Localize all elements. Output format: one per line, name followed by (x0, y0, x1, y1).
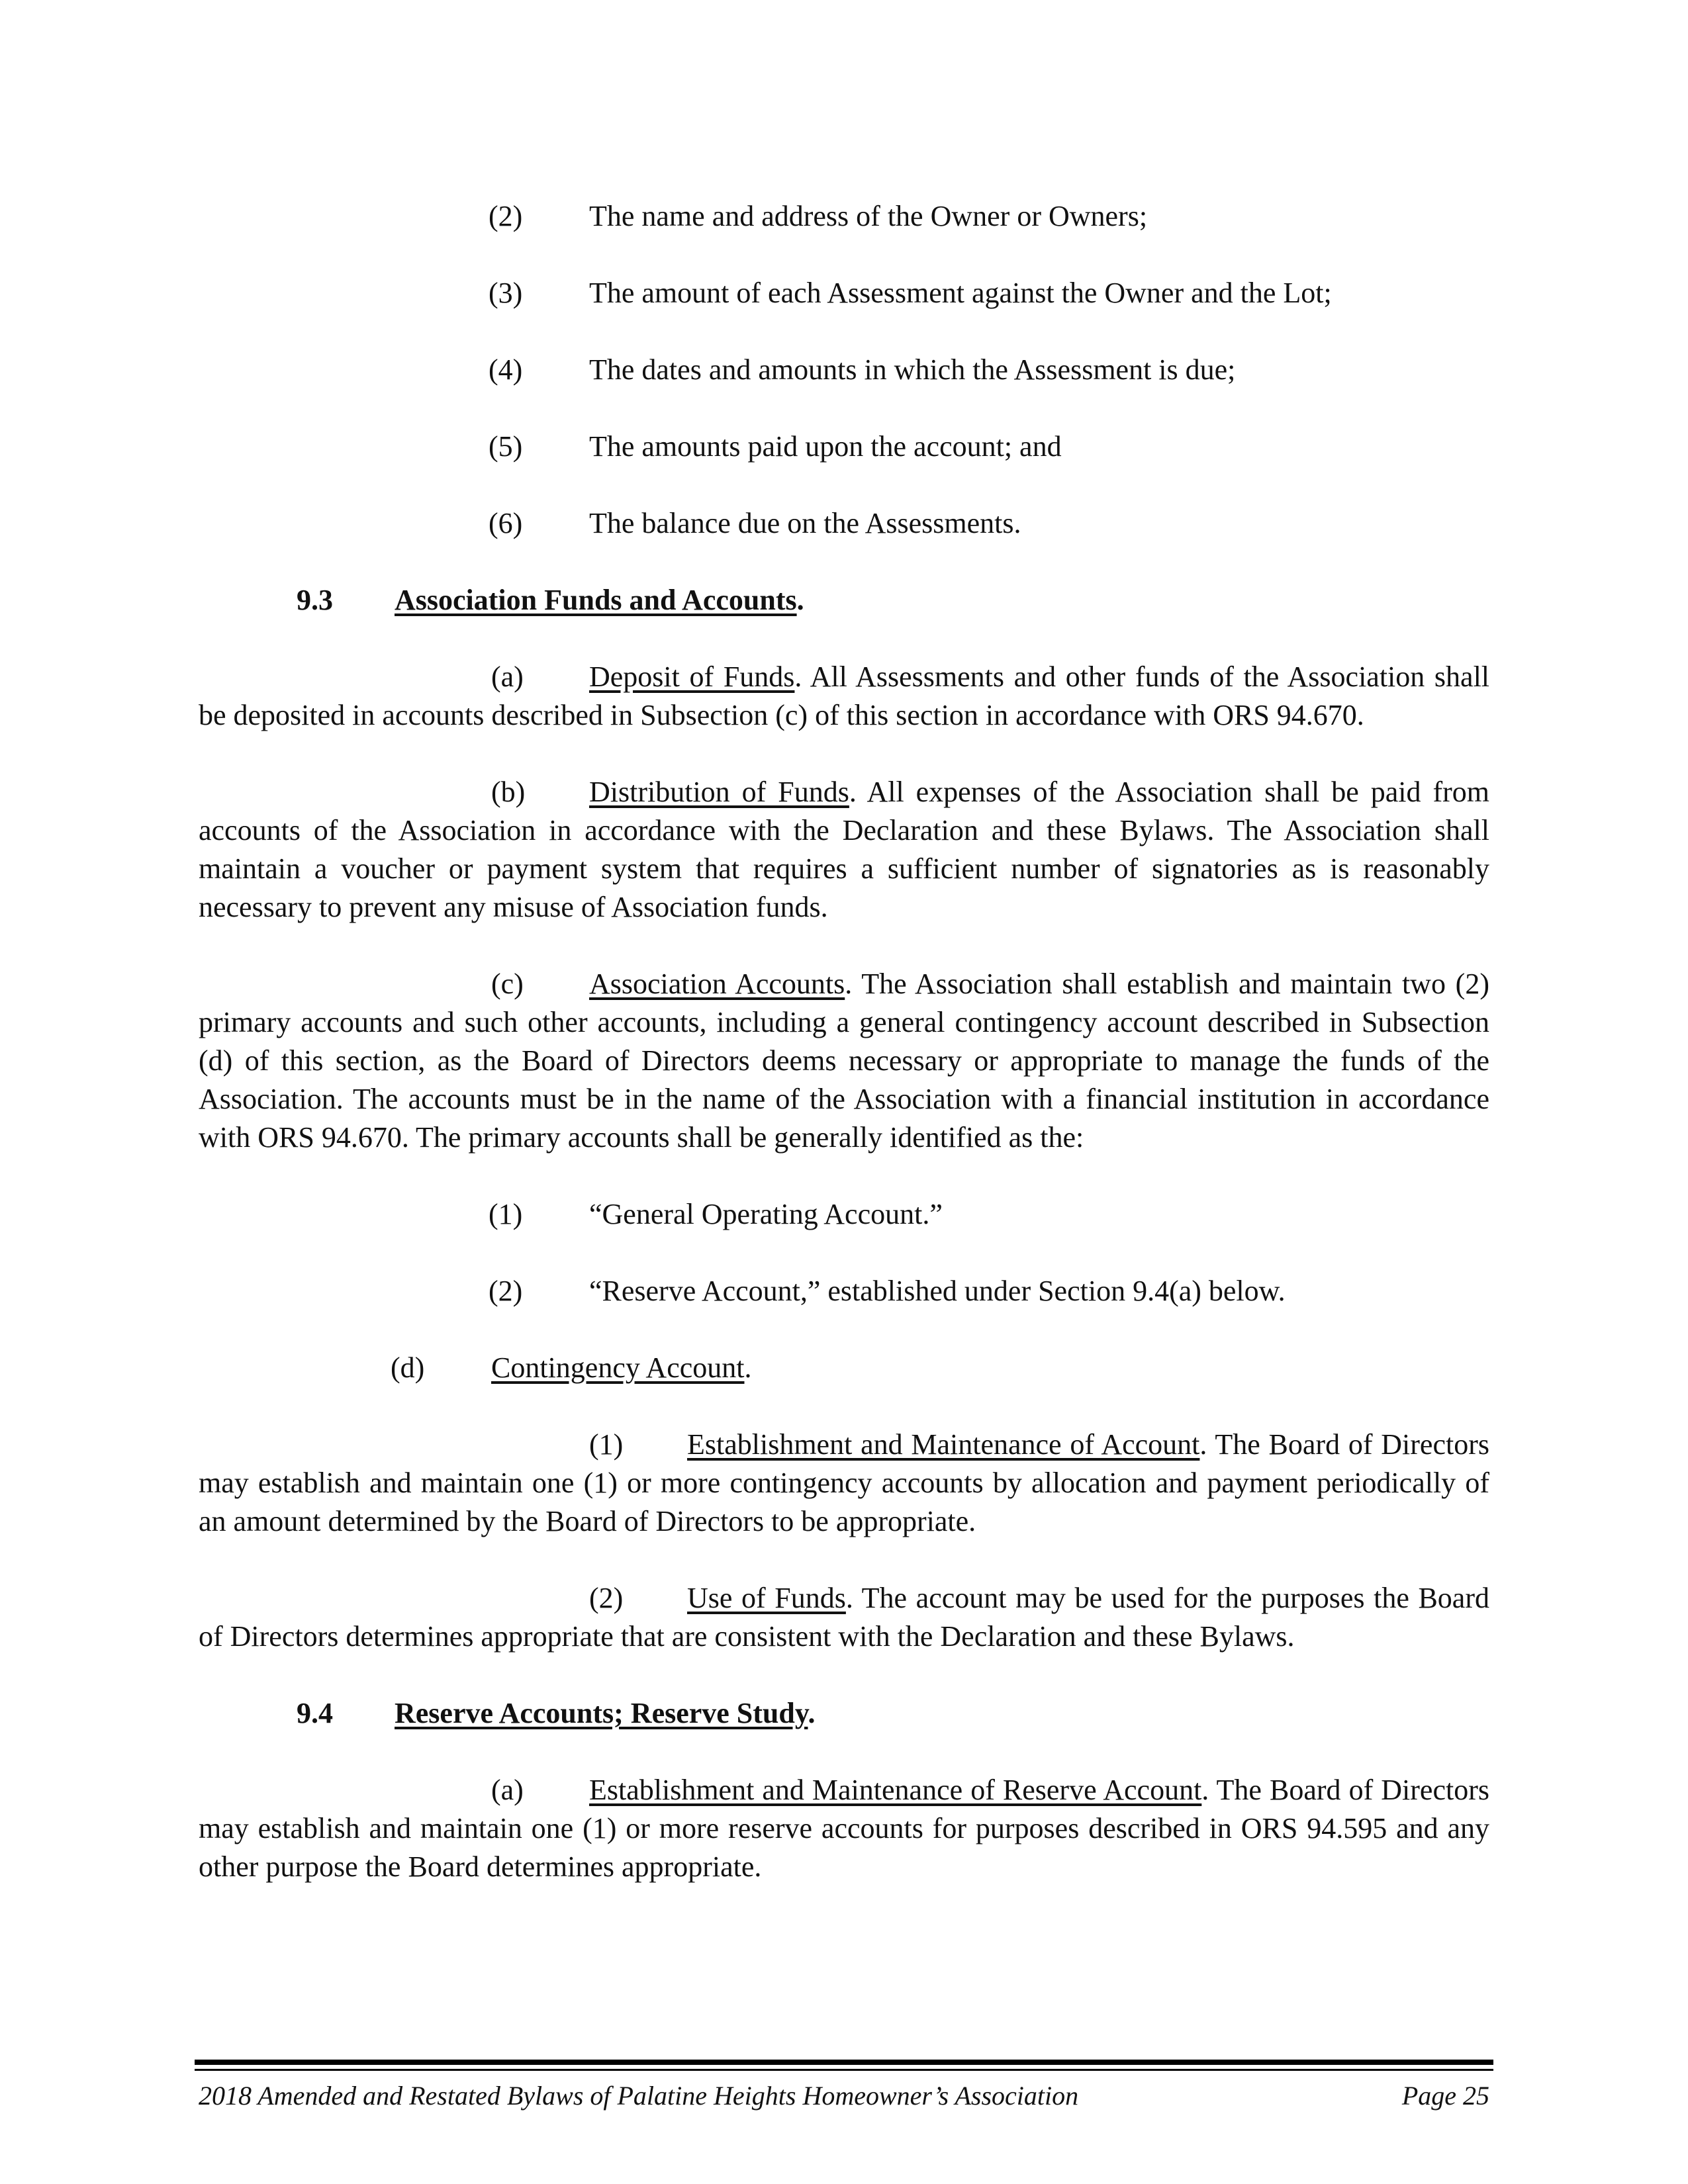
item-text: The balance due on the Assessments. (589, 507, 1021, 539)
list-item (199, 428, 1489, 466)
item-text: The amount of each Assessment against the Owner and the Lot; (589, 277, 1332, 309)
item-text: “Reserve Account,” established under Section 9.4(a) below. (589, 1275, 1286, 1307)
section-heading-9-3 (199, 581, 1489, 619)
paragraph-text: . All Assessments and other funds of the Association shall be deposited in accounts described in Subsection (c) of this section in accordance with ORS 94.670. (199, 660, 1490, 731)
paragraph-title: Association Accounts (589, 968, 845, 1000)
list-item (199, 351, 1489, 389)
section-heading-9-4 (199, 1694, 1489, 1733)
section-title-period: . (796, 584, 804, 616)
paragraph-label: (c) (491, 968, 524, 1000)
list-item (199, 504, 1489, 543)
paragraph-reserve-account (199, 1771, 1489, 1886)
section-title-period: . (808, 1697, 816, 1729)
footer-rule (195, 2060, 1493, 2065)
paragraph-text: . The Board of Directors may establish and maintain one (1) or more contingency accounts by allocation and payment periodically of an amount determined by the Board of Directors to be appropriate. (199, 1428, 1489, 1537)
item-number: (6) (489, 507, 523, 539)
paragraph-text: . The account may be used for the purposes the Board of Directors determines appropriate that are consistent with the Declaration and these Bylaws. (199, 1582, 1489, 1653)
paragraph-title: Deposit of Funds (589, 660, 795, 693)
list-item (199, 197, 1489, 236)
paragraph-label: (b) (491, 776, 526, 808)
paragraph-text: . All expenses of the Association shall be paid from accounts of the Association in accordance with the Declaration and these Bylaws. The Association shall maintain a voucher or payment system that requires a sufficient number of signatories as is reasonably necessary to prevent any misuse of Association funds. (199, 776, 1490, 923)
paragraph-distribution-of-funds (199, 773, 1489, 927)
paragraph-text: . The Association shall establish and maintain two (2) primary accounts and such other accounts, including a general contingency account described in Subsection (d) of this section, as the Board of Directors deems necessary or appropriate to manage the funds of the Association. The accounts must be in the name of the Association with a financial institution in accordance with ORS 94.670. The primary accounts shall be generally identified as the: (199, 968, 1489, 1154)
paragraph-label: (a) (491, 1774, 524, 1806)
subsection-contingency-account (199, 1349, 1489, 1387)
footer-rule (195, 2069, 1493, 2071)
paragraph-label: (2) (589, 1582, 624, 1614)
subsection-label: (d) (391, 1351, 425, 1384)
item-number: (4) (489, 353, 523, 386)
paragraph-use-of-funds (199, 1579, 1489, 1656)
list-item (199, 1195, 1489, 1234)
footer-page-number: Page 25 (1401, 2081, 1489, 2111)
paragraph-deposit-of-funds (199, 658, 1489, 735)
page-footer (199, 2079, 1489, 2113)
list-item (199, 274, 1489, 312)
document-body (199, 197, 1489, 1925)
item-number: (3) (489, 277, 523, 309)
item-number: (5) (489, 430, 523, 463)
paragraph-label: (a) (491, 660, 524, 693)
item-text: The dates and amounts in which the Assessment is due; (589, 353, 1236, 386)
paragraph-title: Use of Funds (687, 1582, 846, 1614)
subsection-title-period: . (744, 1351, 752, 1384)
section-title: Reserve Accounts; Reserve Study (395, 1697, 808, 1729)
paragraph-association-accounts (199, 965, 1489, 1157)
paragraph-title: Distribution of Funds (589, 776, 849, 808)
section-title: Association Funds and Accounts (395, 584, 797, 616)
item-text: The amounts paid upon the account; and (589, 430, 1062, 463)
paragraph-title: Establishment and Maintenance of Reserve Account (589, 1774, 1202, 1806)
list-item (199, 1272, 1489, 1310)
paragraph-text: . The Board of Directors may establish and maintain one (1) or more reserve accounts for purposes described in ORS 94.595 and any other purpose the Board determines appropriate. (199, 1774, 1489, 1883)
section-number: 9.4 (297, 1697, 333, 1729)
subsection-title: Contingency Account (491, 1351, 745, 1384)
item-text: The name and address of the Owner or Owners; (589, 200, 1148, 232)
item-number: (2) (489, 200, 523, 232)
item-number: (1) (489, 1198, 523, 1230)
item-text: “General Operating Account.” (589, 1198, 943, 1230)
paragraph-title: Establishment and Maintenance of Account (687, 1428, 1200, 1461)
item-number: (2) (489, 1275, 523, 1307)
section-number: 9.3 (297, 584, 333, 616)
footer-document-title: 2018 Amended and Restated Bylaws of Palatine Heights Homeowner’s Association (199, 2081, 1079, 2111)
paragraph-establishment-of-account (199, 1426, 1489, 1541)
paragraph-label: (1) (589, 1428, 624, 1461)
